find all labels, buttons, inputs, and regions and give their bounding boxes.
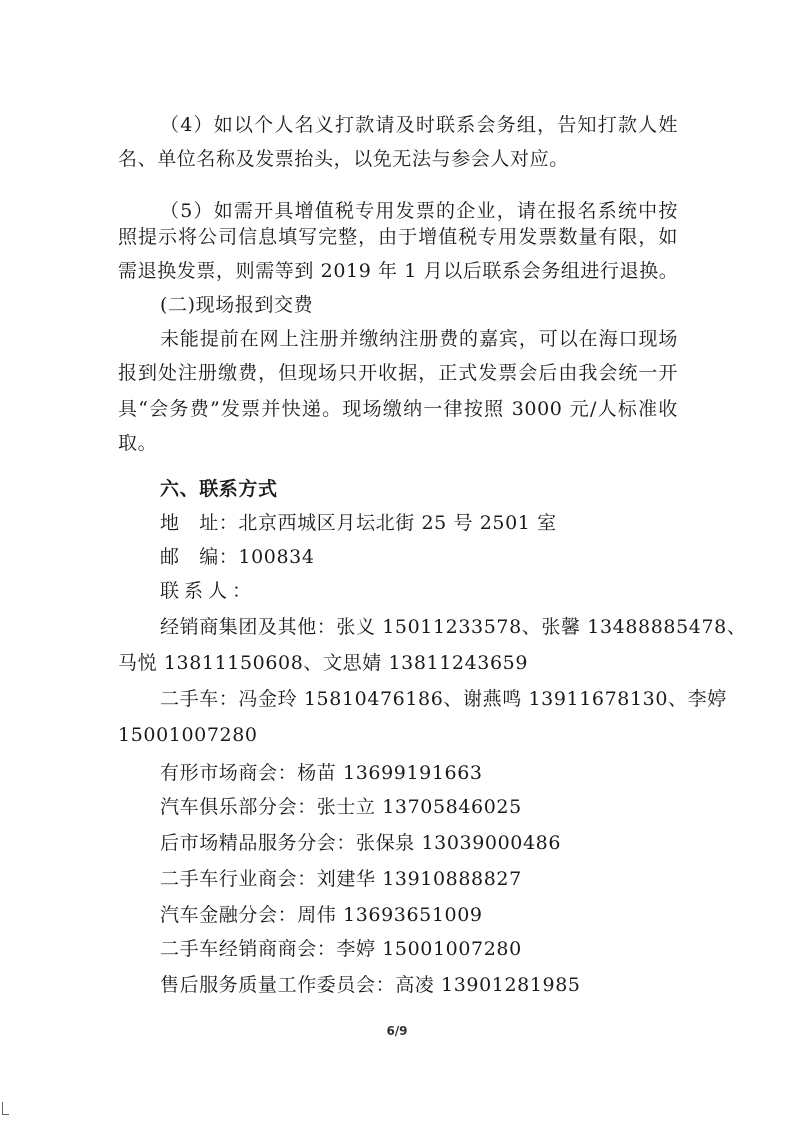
contact-line: 二手车行业商会：刘建华 13910888827: [160, 868, 522, 890]
section-subheading: (二)现场报到交费: [160, 294, 314, 316]
paragraph-line: 取。: [118, 432, 158, 454]
contact-line: 二手车：冯金玲 15810476186、谢燕鸣 13911678130、李婷: [160, 688, 727, 710]
paragraph-line: 报到处注册缴费，但现场只开收据，正式发票会后由我会统一开: [118, 362, 678, 384]
contact-line: 15001007280: [118, 724, 258, 746]
section-heading: 六、联系方式: [160, 478, 278, 500]
contact-line: 马悦 13811150608、文思婧 13811243659: [118, 652, 529, 674]
contact-line: 后市场精品服务分会：张保泉 13039000486: [160, 832, 562, 854]
contact-line: 售后服务质量工作委员会：高凌 13901281985: [160, 974, 581, 996]
crop-mark: [2, 1102, 9, 1115]
contact-line: 汽车金融分会：周伟 13693651009: [160, 904, 483, 926]
paragraph-line: 未能提前在网上注册并缴纳注册费的嘉宾，可以在海口现场: [160, 328, 678, 350]
paragraph-line: （4）如以个人名义打款请及时联系会务组，告知打款人姓: [160, 114, 678, 136]
contact-line: 有形市场商会：杨苗 13699191663: [160, 762, 483, 784]
contact-label: 联系人：: [160, 580, 257, 602]
page-number: 6/9: [386, 1024, 408, 1038]
paragraph-line: 照提示将公司信息填写完整，由于增值税专用发票数量有限，如: [118, 226, 678, 248]
contact-line: 二手车经销商商会：李婷 15001007280: [160, 938, 522, 960]
paragraph-line: 需退换发票，则需等到 2019 年 1 月以后联系会务组进行退换。: [118, 260, 679, 282]
paragraph-line: 名、单位名称及发票抬头，以免无法与参会人对应。: [118, 148, 569, 170]
contact-line: 汽车俱乐部分会：张士立 13705846025: [160, 796, 522, 818]
contact-line: 经销商集团及其他：张义 15011233578、张馨 13488885478、: [160, 616, 747, 638]
paragraph-line: 具“会务费”发票并快递。现场缴纳一律按照 3000 元/人标准收: [118, 398, 678, 420]
paragraph-line: （5）如需开具增值税专用发票的企业，请在报名系统中按: [160, 200, 678, 222]
postcode-line: 邮 编：100834: [160, 546, 315, 568]
address-line: 地 址：北京西城区月坛北街 25 号 2501 室: [160, 512, 557, 534]
